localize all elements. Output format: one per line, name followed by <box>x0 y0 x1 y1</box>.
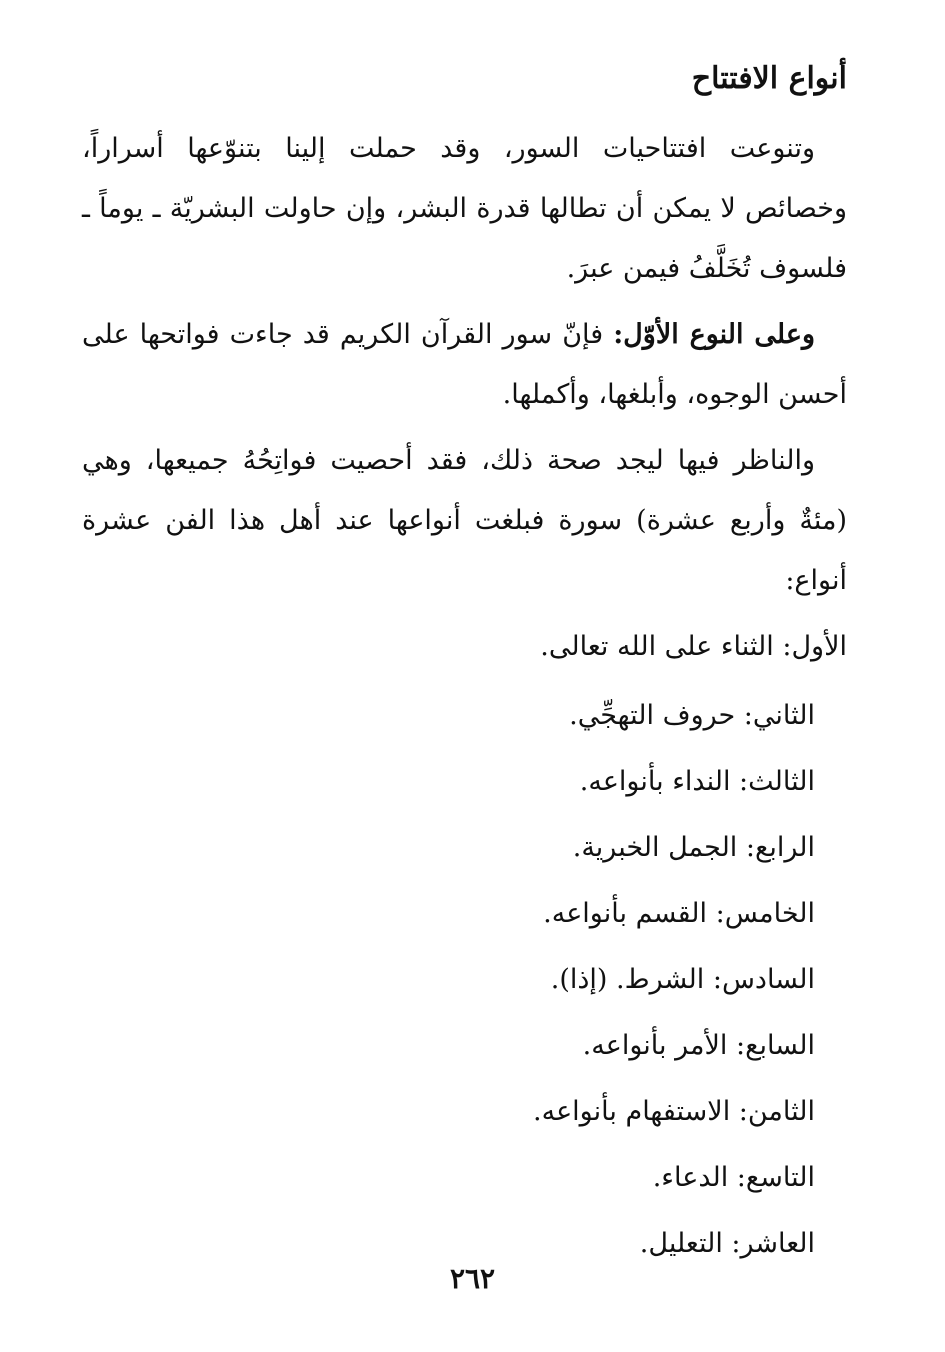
paragraph-2 <box>82 305 847 425</box>
list-item: السابع: الأمر بأنواعه. <box>582 1030 815 1061</box>
types-list <box>82 683 847 1277</box>
paragraph-1 <box>82 119 847 299</box>
list-item: الرابع: الجمل الخبرية. <box>572 832 815 863</box>
list-item: الثالث: النداء بأنواعه. <box>579 766 815 797</box>
paragraph-3 <box>82 431 847 611</box>
list-item: السادس: الشرط. (إذا). <box>550 964 815 995</box>
list-item: الثامن: الاستفهام بأنواعه. <box>533 1096 815 1127</box>
paragraph-3-text: والناظر فيها ليجد صحة ذلك، فقد أحصيت فواتِحُهُ جميعها، وهي (مئةٌ وأربع عشرة) سورة فبلغت أنواعها عند أهل هذا الفن عشرة أنواع: <box>82 445 847 596</box>
paragraph-2-lead: وعلى النوع الأوّل: <box>613 319 815 350</box>
list-item: الخامس: القسم بأنواعه. <box>543 898 815 929</box>
list-item-first: الأول: الثناء على الله تعالى. <box>540 631 847 662</box>
list-item: الثاني: حروف التهجِّي. <box>569 700 815 731</box>
paragraph-2-text: فإنّ سور القرآن الكريم قد جاءت فواتحها على أحسن الوجوه، وأبلغها، وأكملها. <box>82 319 847 410</box>
page-number: ٢٦٢ <box>449 1262 496 1295</box>
section-title: أنواع الافتتاح <box>691 61 847 96</box>
paragraph-1-text: وتنوعت افتتاحيات السور، وقد حملت إلينا بتنوّعها أسراراً، وخصائص لا يمكن أن تطالها قدرة البشر، وإن حاولت البشريّة ـ يوماً ـ فلسوف تُخَلَّفُ فيمن عبرَ. <box>82 133 847 284</box>
list-item: العاشر: التعليل. <box>639 1228 815 1259</box>
list-item: التاسع: الدعاء. <box>652 1162 815 1193</box>
